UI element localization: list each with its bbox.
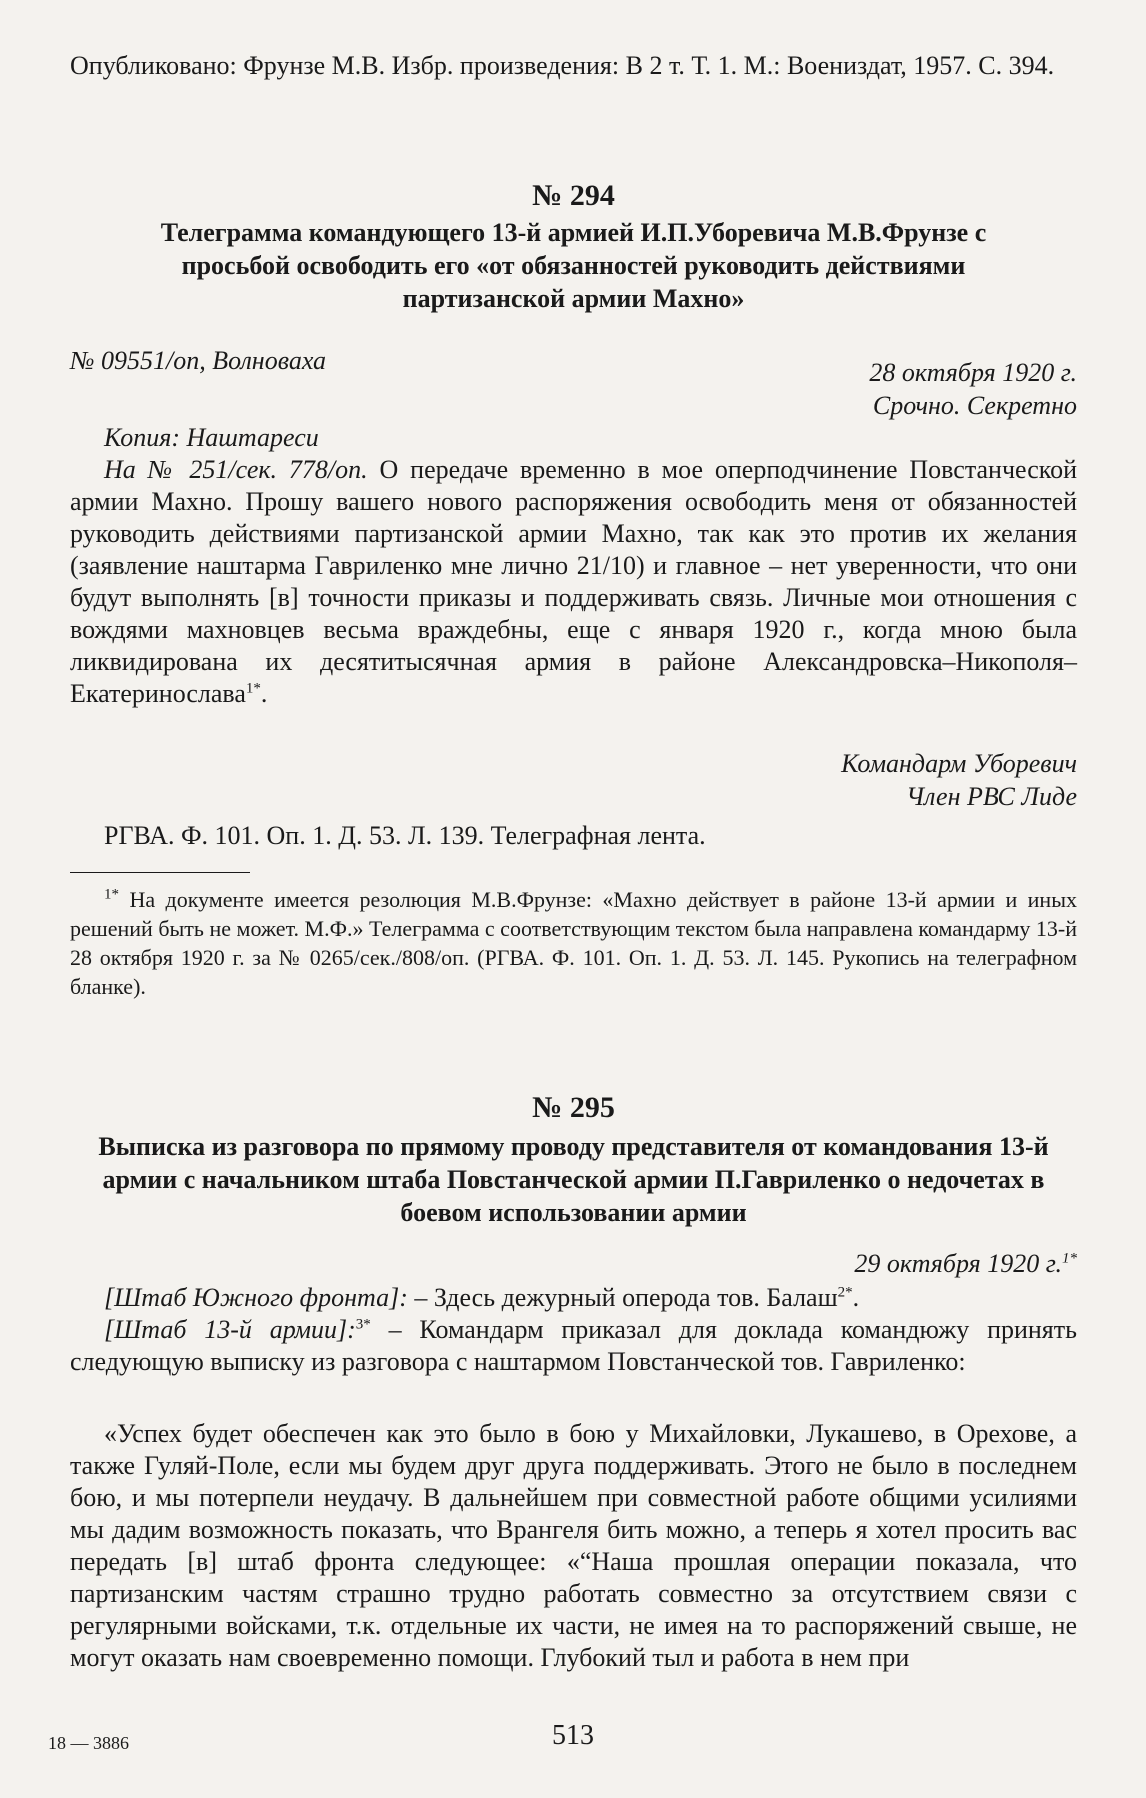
doc-294-footnote [70,885,1077,1001]
doc-294-copy: Копия: Наштареси [104,423,319,452]
doc-294-reference: № 09551/оп, Волноваха [70,346,327,375]
doc-295-p2-footnote: 3* [355,1316,371,1333]
doc-294-body-end: . [260,679,268,708]
doc-295-p2-text: – Командарм приказал для доклада командюжу принять следующую выписку из разговора с наштармом Повстанческой тов. Гавриленко: [70,1315,1077,1376]
footnote-mark: 1* [104,886,119,903]
doc-294-body-ref: На № 251/сек. 778/оп. [104,455,368,484]
doc-295-title: Выписка из разговора по прямому проводу представителя от командования 13-й армии с начальником штаба Повстанческой армии П.Гавриленко о недочетах в боевом использовании армии [98,1132,1049,1227]
doc-294-date: 28 октября 1920 г. [869,358,1077,387]
doc-294-urgency: Срочно. Секретно [872,391,1077,420]
doc-294-body [70,454,1077,710]
doc-295-p1-footnote: 2* [837,1284,853,1301]
doc-294-signature-2: Член РВС Лиде [906,782,1077,811]
doc-295-paragraph-3: «Успех будет обеспечен как это было в бою у Михайловки, Лукашево, в Орехове, а также Гуляй-Поле, если мы будем друг друга поддерживать. Этого не было в последнем бою, и мы потерпели неудачу. В дальнейшем при совместной работе общими усилиями мы дадим возможность показать, что Врангеля бить можно, а теперь я хотел просить вас передать [в] штаб фронта следующее: «“Наша прошлая операции показала, что партизанским частям страшно трудно работать совместно за отсутствием связи с регулярными войсками, т.к. отдельные их части, не имея на то распоряжений свыше, не могут оказать нам своевременно помощи. Глубокий тыл и работа в нем при [70,1419,1077,1672]
doc-294-archive-source: РГВА. Ф. 101. Оп. 1. Д. 53. Л. 139. Телеграфная лента. [104,821,706,850]
doc-294-signature-1: Командарм Уборевич [841,749,1077,778]
doc-294-body-text: О передаче временно в мое оперподчинение Повстанческой армии Махно. Прошу вашего нового распоряжения освободить меня от обязанностей руководить действиями партизанской армии Махно, так как это против их желания (заявление наштарма Гавриленко мне лично 21/10) и главное – нет уверенности, что они будут выполнять [в] точности приказы и поддерживать связь. Личные мои отношения с вождями махновцев весьма враждебны, еще с января 1920 г., когда мною была ликвидирована их десятитысячная армия в районе Александровска–Никополя–Екатеринослава [70,455,1078,708]
doc-294-ref-line [70,345,1077,387]
doc-294-number: № 294 [532,179,615,212]
doc-295-date-text: 29 октября 1920 г. [854,1249,1062,1278]
footnote-ref: 1* [245,680,261,697]
signature-mark: 18 — 3886 [48,1733,129,1753]
doc-294-title: Телеграмма командующего 13-й армией И.П.Уборевича М.В.Фрунзе с просьбой освободить его «от обязанностей руководить действиями партизанской армии Махно» [160,218,987,313]
doc-295-date-footnote: 1* [1062,1250,1077,1267]
footnote-rule [70,872,250,873]
doc-295-date [70,1248,1077,1280]
doc-295-number: № 295 [532,1091,615,1124]
speaker-13th-army: [Штаб 13-й армии]: [104,1315,356,1344]
doc-295-p1-end: . [852,1283,860,1312]
speaker-south-front: [Штаб Южного фронта]: [104,1283,408,1312]
doc-295-paragraph-2 [70,1314,1077,1378]
publication-note: Опубликовано: Фрунзе М.В. Избр. произведения: В 2 т. Т. 1. М.: Воениздат, 1957. С. 394. [70,51,1055,80]
footnote-text: На документе имеется резолюция М.В.Фрунзе: «Махно действует в районе 13-й армии и иных решений быть не может. М.Ф.» Телеграмма с соответствующим текстом была направлена командарму 13-й 28 октября 1920 г. за № 0265/сек./808/оп. (РГВА. Ф. 101. Оп. 1. Д. 53. Л. 145. Рукопись на телеграфном бланке). [70,887,1077,999]
doc-295-paragraph-1 [70,1282,1077,1314]
doc-295-p1-text: – Здесь дежурный оперода тов. Балаш [407,1283,838,1312]
page-number: 513 [552,1720,594,1751]
